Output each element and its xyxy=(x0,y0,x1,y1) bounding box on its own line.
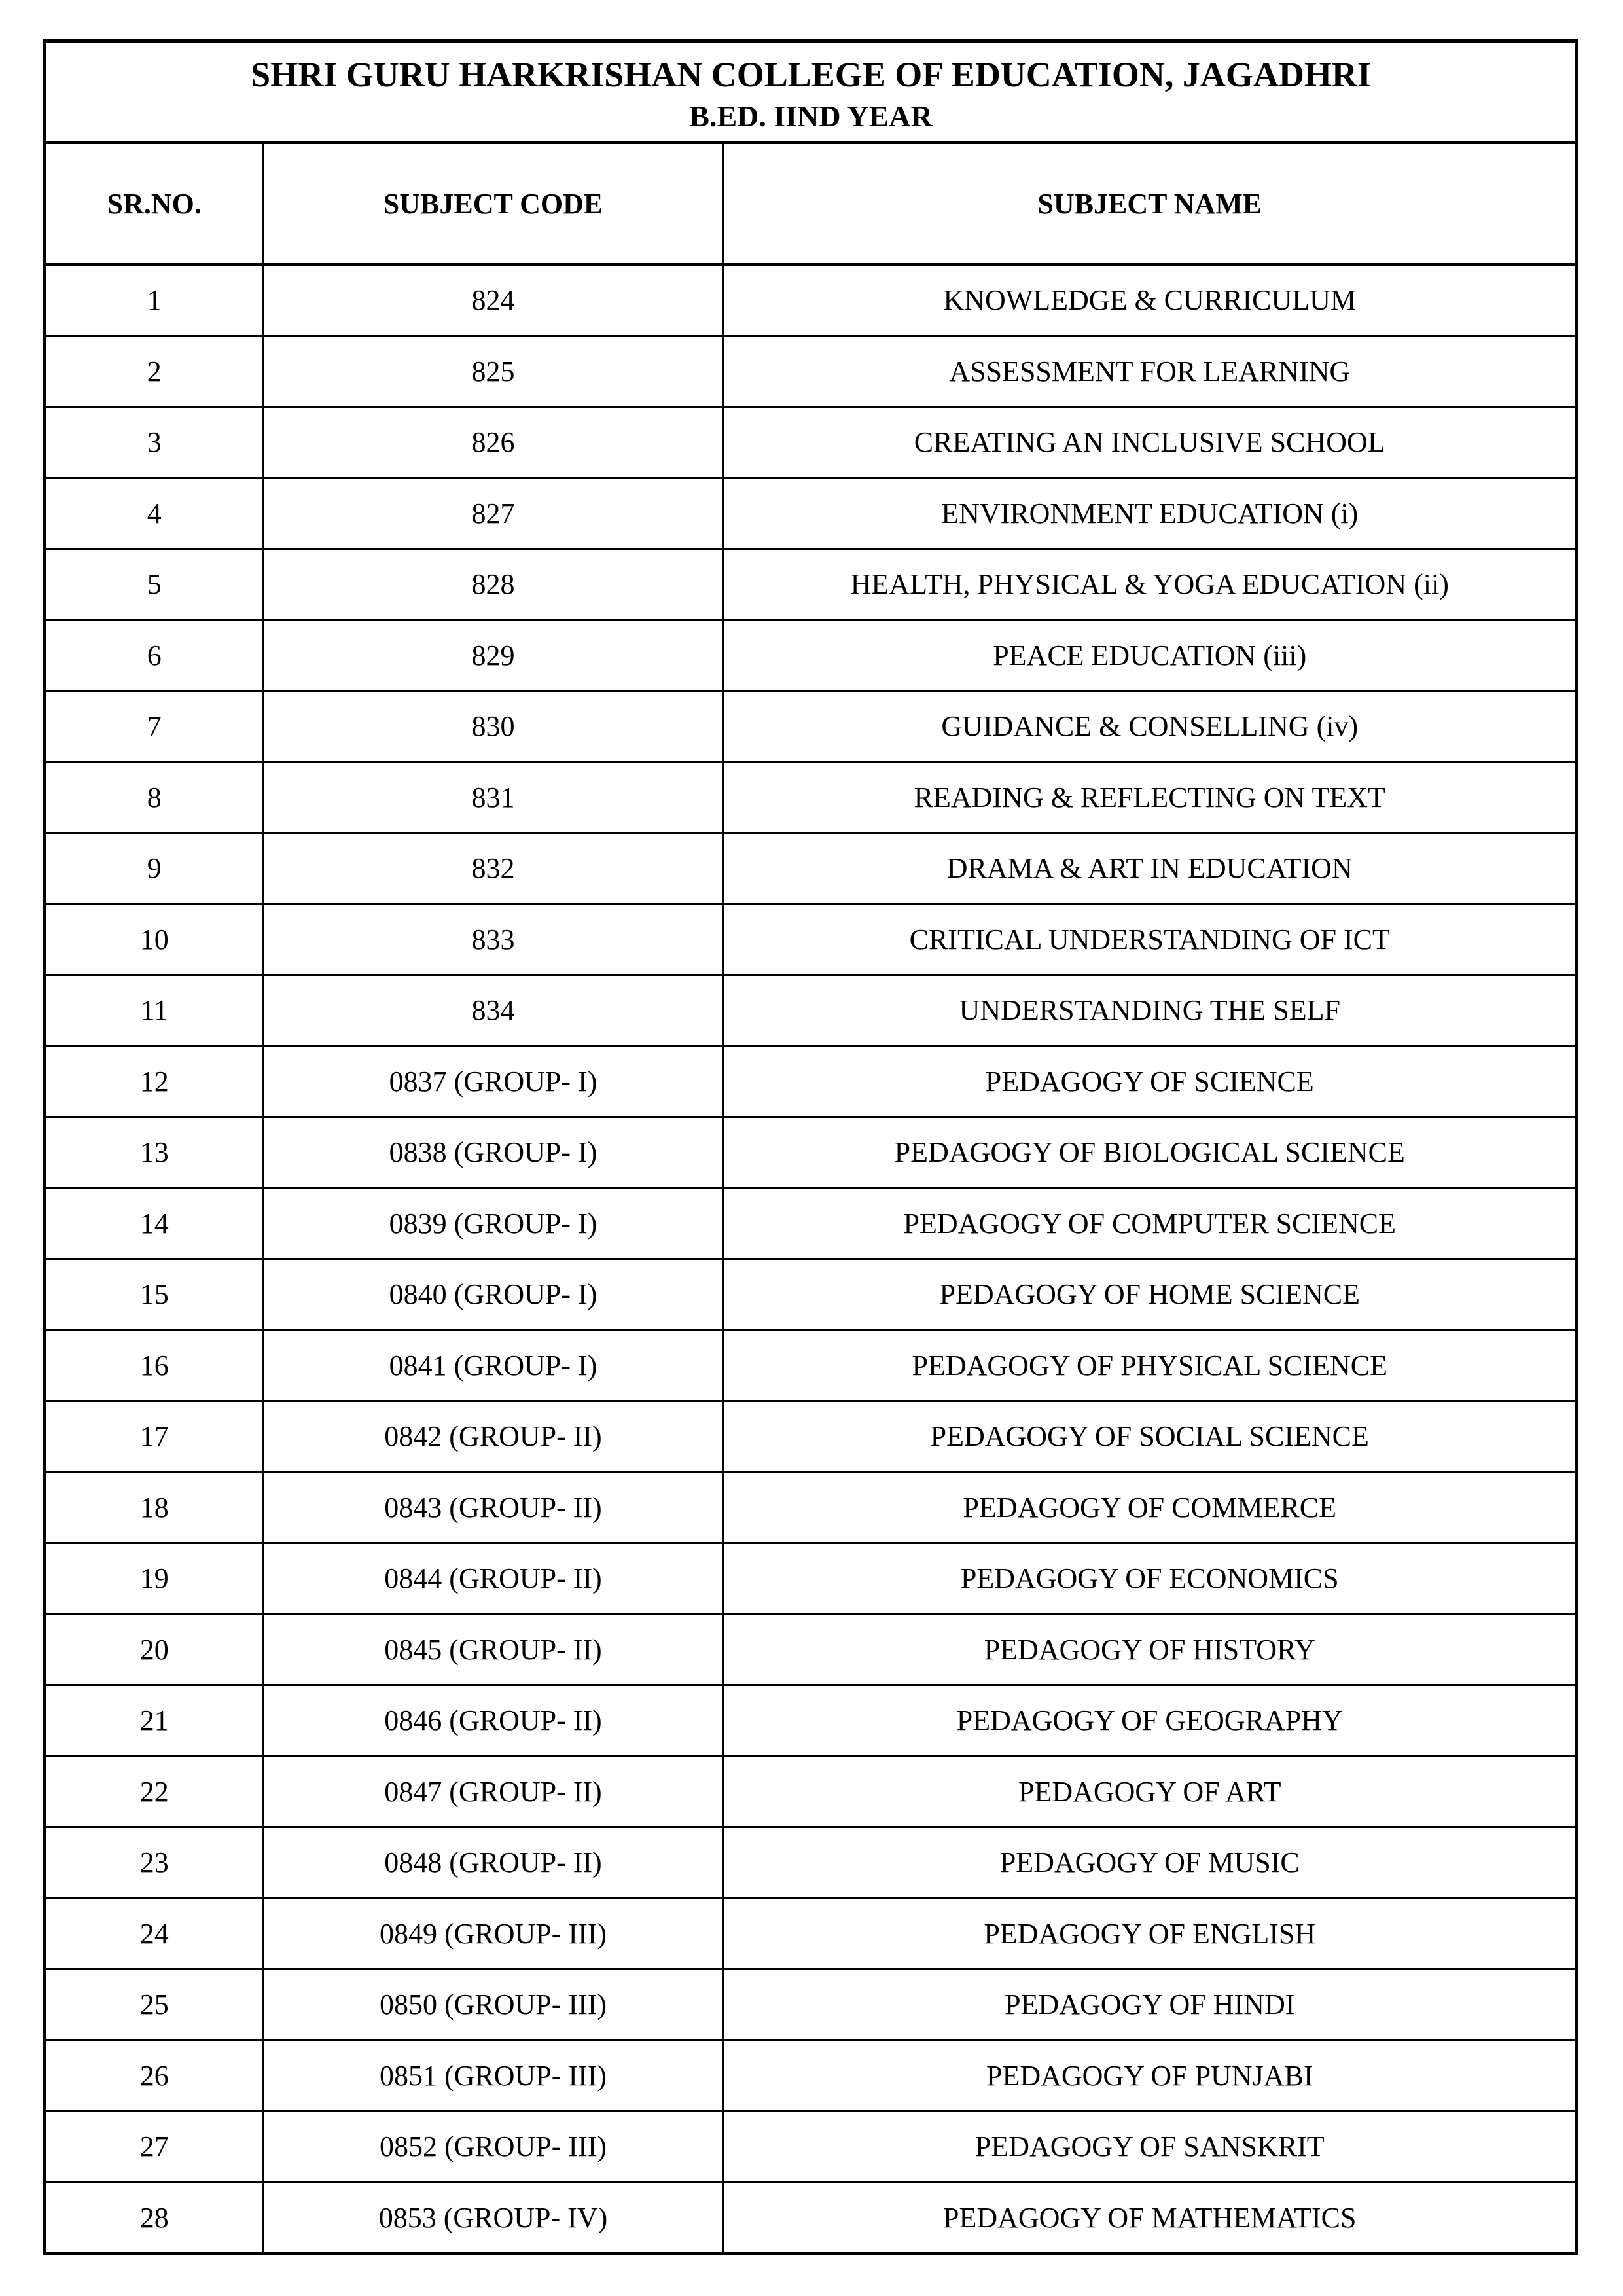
cell-subject-code: 826 xyxy=(263,407,723,478)
table-row xyxy=(46,904,1575,975)
cell-subject-name: PEDAGOGY OF MUSIC xyxy=(723,1827,1575,1899)
table-row xyxy=(46,833,1575,905)
cell-sr-no: 24 xyxy=(46,1898,263,1969)
cell-subject-name: READING & REFLECTING ON TEXT xyxy=(723,762,1575,833)
cell-sr-no: 18 xyxy=(46,1472,263,1543)
cell-subject-name: PEDAGOGY OF SANSKRIT xyxy=(723,2111,1575,2183)
cell-sr-no: 10 xyxy=(46,904,263,975)
cell-subject-code: 830 xyxy=(263,691,723,762)
cell-subject-code: 0847 (GROUP- II) xyxy=(263,1756,723,1827)
cell-sr-no: 26 xyxy=(46,2040,263,2111)
cell-subject-code: 0841 (GROUP- I) xyxy=(263,1330,723,1401)
cell-subject-name: CRITICAL UNDERSTANDING OF ICT xyxy=(723,904,1575,975)
cell-subject-code: 0844 (GROUP- II) xyxy=(263,1543,723,1615)
cell-sr-no: 3 xyxy=(46,407,263,478)
cell-subject-name: PEACE EDUCATION (iii) xyxy=(723,620,1575,691)
cell-subject-code: 825 xyxy=(263,336,723,407)
cell-sr-no: 15 xyxy=(46,1259,263,1331)
table-row xyxy=(46,1472,1575,1543)
cell-subject-name: PEDAGOGY OF ART xyxy=(723,1756,1575,1827)
cell-subject-name: PEDAGOGY OF GEOGRAPHY xyxy=(723,1685,1575,1757)
cell-subject-name: ENVIRONMENT EDUCATION (i) xyxy=(723,478,1575,549)
cell-sr-no: 5 xyxy=(46,549,263,620)
cell-subject-name: DRAMA & ART IN EDUCATION xyxy=(723,833,1575,905)
cell-subject-name: ASSESSMENT FOR LEARNING xyxy=(723,336,1575,407)
table-row xyxy=(46,1614,1575,1685)
cell-sr-no: 6 xyxy=(46,620,263,691)
table-row xyxy=(46,407,1575,478)
column-header-subject-name: SUBJECT NAME xyxy=(723,144,1575,264)
college-title: SHRI GURU HARKRISHAN COLLEGE OF EDUCATION, JAGADHRI xyxy=(251,55,1371,94)
cell-subject-code: 0842 (GROUP- II) xyxy=(263,1401,723,1473)
table-row xyxy=(46,264,1575,336)
cell-sr-no: 11 xyxy=(46,975,263,1047)
table-row xyxy=(46,2040,1575,2111)
table-row xyxy=(46,975,1575,1047)
table-row xyxy=(46,1756,1575,1827)
cell-subject-name: GUIDANCE & CONSELLING (iv) xyxy=(723,691,1575,762)
cell-subject-code: 0846 (GROUP- II) xyxy=(263,1685,723,1757)
cell-subject-name: PEDAGOGY OF SCIENCE xyxy=(723,1046,1575,1117)
table-row xyxy=(46,762,1575,833)
cell-sr-no: 19 xyxy=(46,1543,263,1615)
cell-subject-code: 0850 (GROUP- III) xyxy=(263,1969,723,2041)
cell-subject-name: PEDAGOGY OF HISTORY xyxy=(723,1614,1575,1685)
table-header-row xyxy=(46,144,1575,264)
table-row xyxy=(46,2182,1575,2252)
cell-subject-code: 0838 (GROUP- I) xyxy=(263,1117,723,1189)
table-row xyxy=(46,1117,1575,1189)
cell-sr-no: 4 xyxy=(46,478,263,549)
cell-subject-code: 828 xyxy=(263,549,723,620)
title-block xyxy=(46,43,1575,144)
cell-subject-name: PEDAGOGY OF MATHEMATICS xyxy=(723,2182,1575,2252)
column-header-subject-code: SUBJECT CODE xyxy=(263,144,723,264)
cell-subject-name: KNOWLEDGE & CURRICULUM xyxy=(723,264,1575,336)
cell-subject-code: 827 xyxy=(263,478,723,549)
table-row xyxy=(46,1259,1575,1331)
cell-subject-code: 0840 (GROUP- I) xyxy=(263,1259,723,1331)
table-row xyxy=(46,1046,1575,1117)
cell-subject-name: PEDAGOGY OF COMMERCE xyxy=(723,1472,1575,1543)
cell-subject-code: 834 xyxy=(263,975,723,1047)
cell-subject-code: 0849 (GROUP- III) xyxy=(263,1898,723,1969)
table-row xyxy=(46,691,1575,762)
cell-subject-code: 0843 (GROUP- II) xyxy=(263,1472,723,1543)
cell-subject-name: PEDAGOGY OF ECONOMICS xyxy=(723,1543,1575,1615)
table-row xyxy=(46,1188,1575,1259)
cell-subject-code: 833 xyxy=(263,904,723,975)
cell-subject-name: CREATING AN INCLUSIVE SCHOOL xyxy=(723,407,1575,478)
cell-sr-no: 22 xyxy=(46,1756,263,1827)
cell-subject-name: HEALTH, PHYSICAL & YOGA EDUCATION (ii) xyxy=(723,549,1575,620)
table-row xyxy=(46,1827,1575,1899)
cell-subject-code: 0839 (GROUP- I) xyxy=(263,1188,723,1259)
table-row xyxy=(46,1543,1575,1615)
cell-sr-no: 7 xyxy=(46,691,263,762)
cell-sr-no: 9 xyxy=(46,833,263,905)
cell-subject-name: PEDAGOGY OF COMPUTER SCIENCE xyxy=(723,1188,1575,1259)
cell-subject-code: 0845 (GROUP- II) xyxy=(263,1614,723,1685)
subject-table-document xyxy=(43,39,1578,2255)
cell-sr-no: 1 xyxy=(147,284,162,317)
cell-sr-no: 8 xyxy=(46,762,263,833)
course-subtitle: B.ED. IIND YEAR xyxy=(689,99,933,133)
table-row xyxy=(46,478,1575,549)
table-row xyxy=(46,549,1575,620)
cell-sr-no: 17 xyxy=(46,1401,263,1473)
cell-subject-code: 0852 (GROUP- III) xyxy=(263,2111,723,2183)
cell-sr-no: 23 xyxy=(46,1827,263,1899)
cell-subject-name: PEDAGOGY OF SOCIAL SCIENCE xyxy=(723,1401,1575,1473)
cell-subject-code: 824 xyxy=(263,264,723,336)
cell-sr-no: 25 xyxy=(46,1969,263,2041)
table-body xyxy=(46,264,1575,2252)
cell-sr-no: 2 xyxy=(46,336,263,407)
cell-sr-no: 27 xyxy=(46,2111,263,2183)
cell-subject-name: PEDAGOGY OF HOME SCIENCE xyxy=(723,1259,1575,1331)
column-header-sr-no: SR.NO. xyxy=(46,144,263,264)
cell-sr-no: 13 xyxy=(46,1117,263,1189)
cell-subject-code: 0853 (GROUP- IV) xyxy=(263,2182,723,2252)
cell-sr-no: 21 xyxy=(46,1685,263,1757)
cell-subject-name: PEDAGOGY OF BIOLOGICAL SCIENCE xyxy=(723,1117,1575,1189)
cell-subject-name: UNDERSTANDING THE SELF xyxy=(723,975,1575,1047)
cell-subject-code: 0837 (GROUP- I) xyxy=(263,1046,723,1117)
cell-subject-name: PEDAGOGY OF HINDI xyxy=(723,1969,1575,2041)
table-row xyxy=(46,1898,1575,1969)
table-row xyxy=(46,620,1575,691)
cell-subject-name: PEDAGOGY OF PUNJABI xyxy=(723,2040,1575,2111)
cell-subject-code: 829 xyxy=(263,620,723,691)
table-row xyxy=(46,1401,1575,1473)
table-row xyxy=(46,1330,1575,1401)
cell-sr-no: 12 xyxy=(46,1046,263,1117)
table-row xyxy=(46,2111,1575,2183)
table-row xyxy=(46,336,1575,407)
cell-sr-no: 16 xyxy=(46,1330,263,1401)
cell-subject-code: 832 xyxy=(263,833,723,905)
cell-subject-name: PEDAGOGY OF PHYSICAL SCIENCE xyxy=(723,1330,1575,1401)
cell-subject-code: 831 xyxy=(263,762,723,833)
cell-sr-no: 20 xyxy=(46,1614,263,1685)
cell-subject-code: 0848 (GROUP- II) xyxy=(263,1827,723,1899)
cell-subject-name: PEDAGOGY OF ENGLISH xyxy=(723,1898,1575,1969)
cell-sr-no: 14 xyxy=(46,1188,263,1259)
table-row xyxy=(46,1969,1575,2041)
cell-subject-code: 0851 (GROUP- III) xyxy=(263,2040,723,2111)
cell-sr-no: 28 xyxy=(46,2182,263,2252)
table-row xyxy=(46,1685,1575,1757)
subjects-table xyxy=(46,144,1575,2252)
